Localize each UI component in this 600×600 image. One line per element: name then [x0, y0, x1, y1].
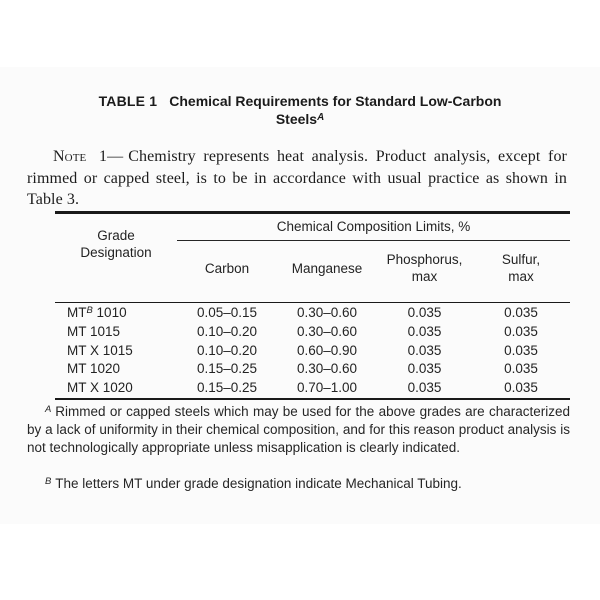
carbon-cell: 0.15–0.25 — [196, 380, 258, 396]
carbon-cell: 0.10–0.20 — [196, 323, 258, 339]
sulfur-cell: 0.035 — [504, 323, 538, 339]
table-title-line2 — [0, 110, 600, 128]
column-header-carbon: Carbon — [204, 260, 250, 276]
carbon-cell: 0.15–0.25 — [196, 361, 258, 377]
footnote-b-marker: B — [45, 475, 52, 487]
manganese-cell: 0.60–0.90 — [296, 342, 358, 358]
chemical-composition-header — [177, 214, 570, 302]
subcolumn-headers — [177, 241, 570, 302]
column-header-sulfur: Sulfur, max — [501, 252, 541, 285]
table-row — [55, 379, 570, 398]
manganese-cell: 0.70–1.00 — [296, 380, 358, 396]
grade-cell: MT 1020 — [67, 361, 121, 377]
grade-cell: MT 1015 — [67, 323, 121, 339]
phosphorus-cell: 0.035 — [407, 361, 442, 377]
footnote-a-text: Rimmed or capped steels which may be used for the above grades are characterized by a lack of uniformity in their chemical composition, and for this reason product analysis is not technologically appropriate unless misapplication is clearly indicated. — [27, 404, 570, 455]
grade-cell: MT X 1020 — [67, 380, 133, 396]
grade-cell: MT X 1015 — [67, 342, 133, 358]
note-label: Note 1— — [53, 148, 124, 165]
table-row — [55, 304, 570, 323]
spanner-header: Chemical Composition Limits, % — [276, 219, 471, 234]
footnote-a-marker: A — [45, 403, 52, 415]
table-row — [55, 360, 570, 379]
table-title-text: Chemical Requirements for Standard Low-Carbon — [169, 93, 502, 109]
manganese-cell: 0.30–0.60 — [296, 305, 358, 320]
table-number: TABLE 1 — [98, 93, 158, 109]
grade-cell: $MT^B$ 1010 — [67, 304, 127, 320]
sulfur-cell: 0.035 — [504, 342, 538, 358]
phosphorus-cell: 0.035 — [407, 380, 442, 396]
phosphorus-cell: 0.035 — [407, 342, 442, 358]
note-text: Chemistry represents heat analysis. Product analysis, except for rimmed or capped steel, is to be in accordance with usual practice as shown in Table 3. — [27, 148, 567, 208]
manganese-cell: 0.30–0.60 — [296, 361, 358, 377]
footnote-b — [27, 475, 570, 493]
footnote-a — [27, 403, 570, 457]
title-footnote-marker: A — [317, 111, 325, 123]
table-title-line2-text: Steels — [275, 111, 318, 127]
table-bottom-rule — [55, 398, 570, 401]
phosphorus-cell: 0.035 — [407, 305, 442, 320]
phosphorus-cell: 0.035 — [407, 323, 442, 339]
sulfur-cell: 0.035 — [504, 305, 538, 320]
table-title — [0, 92, 600, 128]
column-header-phosphorus: Phosphorus, max — [386, 252, 463, 285]
table-row — [55, 342, 570, 361]
table-body — [55, 303, 570, 398]
table-row — [55, 323, 570, 342]
sulfur-cell: 0.035 — [504, 361, 538, 377]
grade-footnote-marker: B — [86, 304, 93, 316]
grade-designation-header — [55, 214, 177, 302]
grade-header-line2: Designation — [80, 244, 152, 260]
manganese-cell: 0.30–0.60 — [296, 323, 358, 339]
chemical-requirements-table — [55, 211, 570, 400]
column-header-manganese: Manganese — [291, 260, 363, 276]
sulfur-cell: 0.035 — [504, 380, 538, 396]
carbon-cell: 0.10–0.20 — [196, 342, 258, 358]
grade-header-line1: Grade — [97, 227, 135, 243]
table-title-line1 — [0, 92, 600, 110]
carbon-cell: 0.05–0.15 — [196, 305, 258, 320]
footnote-b-text: The letters MT under grade designation indicate Mechanical Tubing. — [55, 476, 462, 491]
table-header — [55, 214, 570, 302]
note-paragraph — [27, 146, 567, 211]
